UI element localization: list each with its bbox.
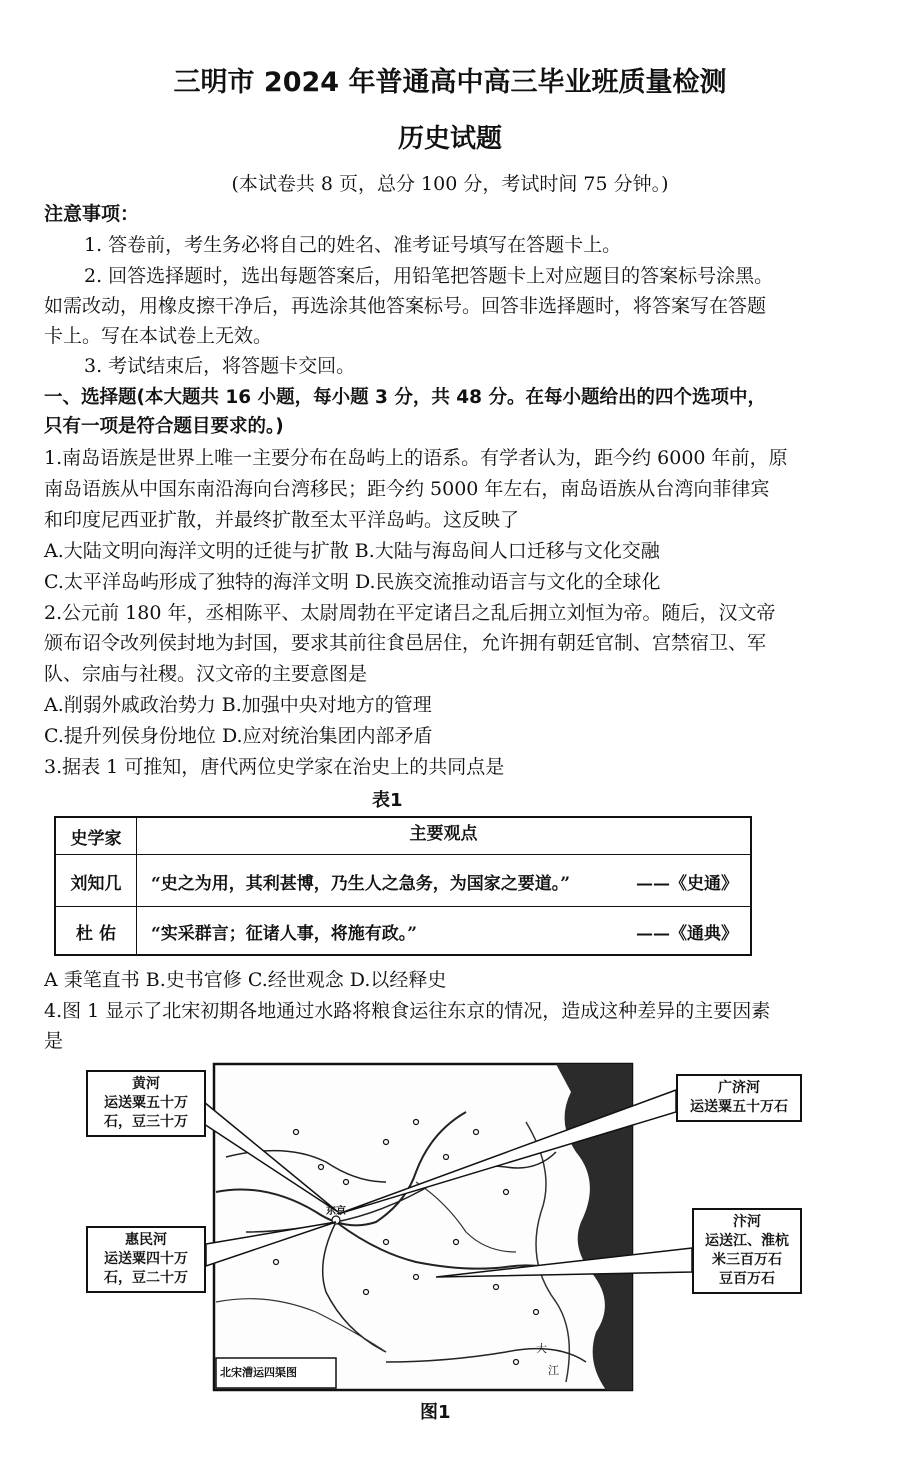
- notes-heading: 注意事项：: [44, 203, 140, 225]
- q4-line-1: 4.图 1 显示了北宋初期各地通过水路将粮食运往东京的情况，造成这种差异的主要因素: [44, 1000, 771, 1022]
- table-cell-source: ——《通典》: [636, 924, 738, 944]
- q1-options-1: A.大陆文明向海洋文明的迁徙与扩散 B.大陆与海岛间人口迁移与文化交融: [44, 540, 660, 562]
- exam-subject: 历史试题: [397, 124, 502, 154]
- table-caption: 表1: [372, 790, 403, 811]
- callout-line: 豆百万石: [719, 1271, 775, 1287]
- callout-line: 广济河: [718, 1080, 760, 1096]
- song-canal-map: [86, 1062, 806, 1392]
- callout-line: 石，豆三十万: [104, 1114, 188, 1130]
- table-cell-view: [136, 907, 750, 955]
- q1-line-2: 南岛语族从中国东南沿海向台湾移民；距今约 5000 年左右，南岛语族从台湾向菲律宾: [44, 478, 770, 500]
- table-cell-quote: “实采群言；征诸人事，将施有政。”: [151, 924, 418, 944]
- q2-line-1: 2.公元前 180 年，丞相陈平、太尉周勃在平定诸吕之乱后拥立刘恒为帝。随后，汉文帝: [44, 602, 776, 624]
- callout-line: 运送江、淮杭: [705, 1233, 789, 1249]
- river-label-da: 大: [536, 1342, 547, 1355]
- table-cell-view: [136, 855, 750, 907]
- table-cell-historian: 刘知几: [70, 874, 122, 894]
- q1-options-2: C.太平洋岛屿形成了独特的海洋文明 D.民族交流推动语言与文化的全球化: [44, 571, 661, 593]
- section-heading-line-2: 只有一项是符合题目要求的。): [44, 416, 284, 437]
- callout-line: 运送粟五十万: [104, 1095, 188, 1111]
- views-table: [54, 816, 752, 956]
- figure-caption: 图1: [420, 1402, 451, 1423]
- q2-line-3: 队、宗庙与社稷。汉文帝的主要意图是: [44, 663, 368, 685]
- q2-line-2: 颁布诏令改列侯封地为封国，要求其前往食邑居住，允许拥有朝廷官制、宫禁宿卫、军: [44, 632, 767, 654]
- river-label-jiang: 江: [548, 1364, 559, 1377]
- callout-line: 石，豆二十万: [104, 1270, 188, 1286]
- callout-huanghe: [86, 1070, 206, 1137]
- note-2-line-1: 2. 回答选择题时，选出每题答案后，用铅笔把答题卡上对应题目的答案标号涂黑。: [84, 265, 774, 287]
- table-cell-quote: “史之为用，其利甚博，乃生人之急务，为国家之要道。”: [151, 874, 571, 894]
- note-2-line-3: 卡上。写在本试卷上无效。: [44, 325, 273, 347]
- exam-title: 三明市 2024 年普通高中高三毕业班质量检测: [173, 67, 727, 98]
- callout-line: 汴河: [733, 1214, 761, 1230]
- note-2-line-2: 如需改动，用橡皮擦干净后，再选涂其他答案标号。回答非选择题时，将答案写在答题: [44, 295, 767, 317]
- note-3: 3. 考试结束后，将答题卡交回。: [84, 355, 356, 377]
- callout-bianhe: [692, 1208, 802, 1294]
- capital-label: 东京: [326, 1206, 346, 1217]
- callout-line: 运送粟四十万: [104, 1251, 188, 1267]
- q4-line-2: 是: [44, 1030, 64, 1052]
- table-row: [56, 906, 750, 954]
- table-cell-historian: 杜 佑: [76, 924, 116, 944]
- table-header-row: [56, 818, 750, 854]
- exam-info: (本试卷共 8 页，总分 100 分，考试时间 75 分钟。): [231, 173, 669, 195]
- callout-line: 惠民河: [125, 1232, 167, 1248]
- table-row: [56, 854, 750, 906]
- q3-stem: 3.据表 1 可推知，唐代两位史学家在治史上的共同点是: [44, 756, 505, 778]
- table-header-views: 主要观点: [136, 818, 750, 854]
- q1-line-3: 和印度尼西亚扩散，并最终扩散至太平洋岛屿。这反映了: [44, 509, 520, 531]
- callout-huimin: [86, 1226, 206, 1293]
- table-cell-source: ——《史通》: [636, 874, 738, 894]
- table-header-historian: 史学家: [70, 829, 122, 849]
- q2-options-2: C.提升列侯身份地位 D.应对统治集团内部矛盾: [44, 725, 433, 747]
- map-title: 北宋漕运四渠图: [220, 1366, 297, 1379]
- note-1: 1. 答卷前，考生务必将自己的姓名、准考证号填写在答题卡上。: [84, 234, 622, 256]
- callout-guangji: [676, 1074, 802, 1122]
- callout-line: 运送粟五十万石: [690, 1099, 788, 1115]
- callout-line: 米三百万石: [712, 1252, 782, 1268]
- callout-line: 黄河: [132, 1076, 160, 1092]
- section-heading-line-1: 一、选择题(本大题共 16 小题，每小题 3 分，共 48 分。在每小题给出的四个选项中，: [44, 387, 766, 408]
- q3-options: A 秉笔直书 B.史书官修 C.经世观念 D.以经释史: [44, 969, 447, 991]
- q2-options-1: A.削弱外戚政治势力 B.加强中央对地方的管理: [44, 694, 432, 716]
- q1-line-1: 1.南岛语族是世界上唯一主要分布在岛屿上的语系。有学者认为，距今约 6000 年前，原: [44, 447, 788, 469]
